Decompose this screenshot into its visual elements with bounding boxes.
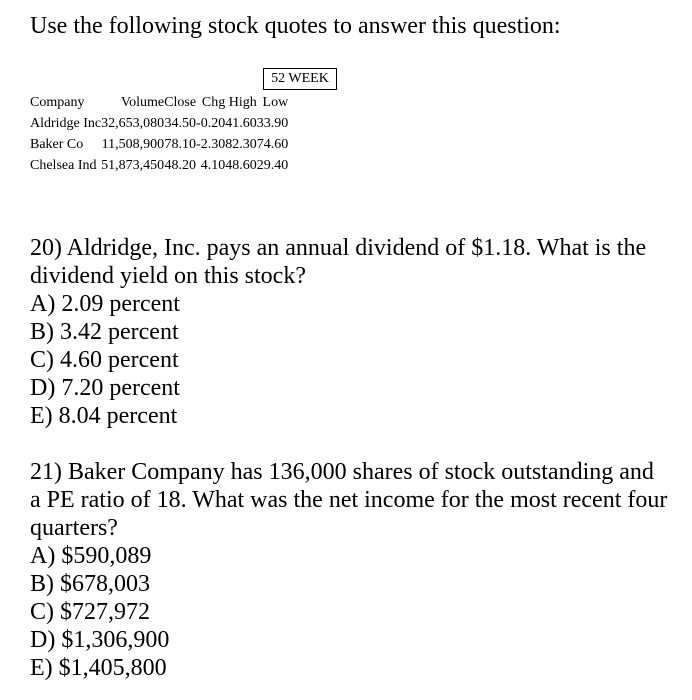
cell-close: 48.20 — [164, 158, 197, 173]
question-21 — [30, 458, 670, 682]
cell-volume: 11,508,900 — [101, 137, 165, 152]
cell-company: Baker Co — [30, 137, 84, 152]
answer-option: A) 2.09 percent — [30, 291, 180, 317]
cell-volume: 32,653,080 — [101, 116, 165, 131]
header-chg: Chg — [201, 95, 226, 110]
answer-option: E) 8.04 percent — [30, 403, 178, 429]
answer-option: B) 3.42 percent — [30, 319, 179, 345]
question-21-text: 21) Baker Company has 136,000 shares of stock outstanding and a PE ratio of 18. What was the net income for the most recent four quarters? — [30, 459, 668, 541]
answer-option: C) $727,972 — [30, 599, 150, 625]
cell-low: 74.60 — [256, 137, 289, 152]
question-20-options — [30, 290, 670, 430]
cell-high: 41.60 — [225, 116, 257, 131]
table-row — [30, 134, 288, 155]
answer-option: C) 4.60 percent — [30, 347, 179, 373]
question-21-options — [30, 542, 670, 682]
cell-company: Aldridge Inc — [30, 116, 102, 131]
table-header-row — [30, 92, 288, 113]
table-row — [30, 155, 288, 176]
header-company: Company — [30, 95, 85, 110]
cell-close: 78.10 — [164, 137, 197, 152]
cell-high: 48.60 — [225, 158, 257, 173]
header-high: High — [228, 95, 257, 110]
answer-option: B) $678,003 — [30, 571, 150, 597]
header-volume: Volume — [120, 95, 165, 110]
cell-low: 33.90 — [256, 116, 289, 131]
question-20 — [30, 234, 670, 430]
header-low: Low — [262, 95, 289, 110]
header-close: Close — [164, 95, 197, 110]
intro-text: Use the following stock quotes to answer this question: — [30, 13, 561, 39]
cell-volume: 51,873,450 — [101, 158, 165, 173]
cell-high: 82.30 — [225, 137, 257, 152]
cell-company: Chelsea Ind — [30, 158, 97, 173]
cell-chg: 4.10 — [200, 158, 226, 173]
question-20-text: 20) Aldridge, Inc. pays an annual dividend of $1.18. What is the dividend yield on this stock? — [30, 235, 647, 289]
answer-option: A) $590,089 — [30, 543, 152, 569]
cell-chg: -2.30 — [196, 137, 226, 152]
table-row — [30, 113, 288, 134]
cell-close: 34.50 — [164, 116, 197, 131]
cell-chg: -0.20 — [196, 116, 226, 131]
cell-low: 29.40 — [256, 158, 289, 173]
answer-option: D) 7.20 percent — [30, 375, 180, 401]
answer-option: E) $1,405,800 — [30, 655, 167, 681]
stock-quotes-table — [30, 92, 288, 176]
answer-option: D) $1,306,900 — [30, 627, 170, 653]
52-week-group-header: 52 WEEK — [263, 68, 337, 90]
